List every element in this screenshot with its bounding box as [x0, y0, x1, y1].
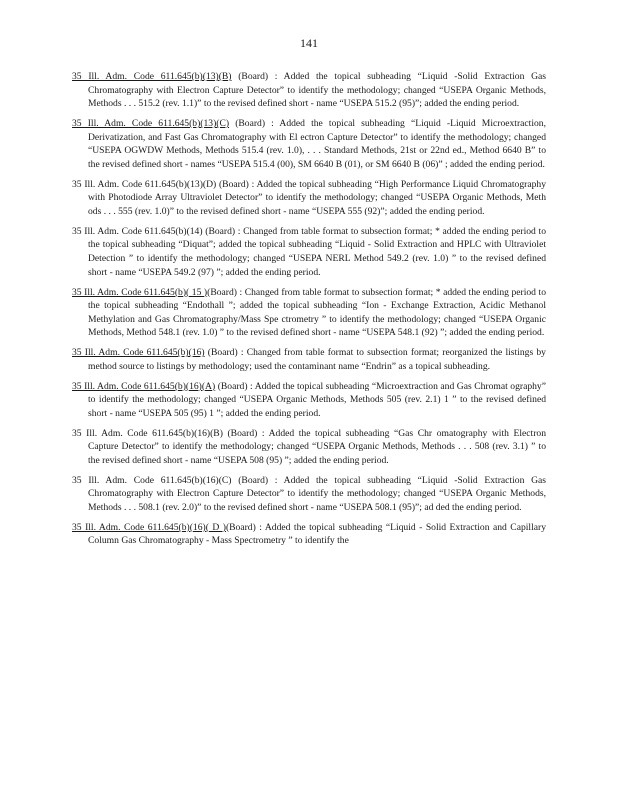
list-item	[72, 117, 546, 171]
citation: 35 Ill. Adm. Code 611.645(b)(16)(B)	[72, 427, 223, 439]
citation: 35 Ill. Adm. Code 611.645(b)(16)	[72, 347, 205, 359]
list-item	[72, 474, 546, 515]
entry-text: (Board) : Added the topical subheading “Liquid - Solid Extraction and Capillary Column Gas Chromatography - Mass Spectrometry ” to identify the	[88, 521, 546, 547]
citation: 35 Ill. Adm. Code 611.645(b)(13)(C)	[72, 118, 230, 130]
entry-text: (Board) : Changed from table format to subsection format; reorganized the listings by method source to listings by methodology; used the contaminant name “Endrin” as a topical subheading.	[88, 347, 546, 372]
citation: 35 Ill. Adm. Code 611.645(b)(16)( D )	[72, 521, 226, 533]
list-item	[72, 178, 546, 219]
list-item	[72, 380, 546, 421]
list-item	[72, 225, 546, 279]
entries-list	[72, 70, 546, 554]
citation: 35 Ill. Adm. Code 611.645(b)(16)(C)	[72, 474, 232, 486]
citation: 35 Ill. Adm. Code 611.645(b)(13)(D)	[72, 178, 217, 190]
page-number: 141	[300, 36, 318, 50]
entry-text: (Board) : Changed from table format to subsection format; * added the ending period to the topical subheading “Endothall ”; added the topical subheading “Ion - Exchange Extraction, Acidic Methanol Methylation and Gas Chromatography/Mass Spe ctrometry ” to identify the methodology; changed “USEPA Organic Methods, Method 548.1 (rev. 1.0) ” to the revised defined short - name “USEPA 548.1 (92) ”; added the ending period.	[88, 286, 546, 339]
entry-text: (Board) : Added the topical subheading “Liquid -Solid Extraction Gas Chromatography with Electron Capture Detector” to identify the methodology; changed “USEPA Organic Methods, Methods . . . 508.1 (rev. 2.0)” to the revised defined short - name “USEPA 508.1 (95)”; ad ded the ending period.	[88, 474, 547, 513]
entry-text: (Board) : Added the topical subheading “Liquid -Liquid Microextraction, Derivatization, and Fast Gas Chromatography with El ectron Capture Detector” to identify the methodology; changed “USEPA OGWDW Methods, Methods 515.4 (rev. 1.0), . . . Standard Methods, 21st or 22nd ed., Method 6640 B” to the revised defined short - names “USEPA 515.4 (00), SM 6640 B (01), or SM 6640 B (06)” ; added the ending period.	[88, 118, 546, 170]
entry-text: (Board) : Added the topical subheading “Liquid -Solid Extraction Gas Chromatography with Electron Capture Detector” to identify the methodology; changed “USEPA Organic Methods, Methods . . . 515.2 (rev. 1.1)” to the revised defined short - name “USEPA 515.2 (95)”; added the ending period.	[88, 71, 547, 110]
list-item	[72, 70, 546, 111]
list-item	[72, 521, 546, 548]
entry-text: (Board) : Added the topical subheading “Gas Chr omatography with Electron Capture Detector” to identify the methodology; changed “USEPA Organic Methods, Methods . . . 508 (rev. 3.1) ” to the revised defined short - name “USEPA 508 (95) ”; added the ending period.	[88, 427, 547, 466]
entry-text: (Board) : Changed from table format to subsection format; * added the ending period to the topical subheading “Diquat”; added the topical subheading “Liquid - Solid Extraction and HPLC with Ultraviolet Detection ” to identify the methodology; changed “USEPA NERL Method 549.2 (rev. 1.0) ” to the revised defined short - name “USEPA 549.2 (97) ”; added the ending period.	[88, 225, 546, 278]
citation: 35 Ill. Adm. Code 611.645(b)( 15 )	[72, 286, 208, 298]
entry-text: (Board) : Added the topical subheading “Microextraction and Gas Chromat ography” to identify the methodology; changed “USEPA Organic Methods, Methods 505 (rev. 2.1) 1 ” to the revised defined short - name “USEPA 505 (95) 1 ”; added the ending period.	[88, 380, 546, 419]
citation: 35 Ill. Adm. Code 611.645(b)(16)(A)	[72, 380, 216, 392]
citation: 35 Ill. Adm. Code 611.645(b)(13)(B)	[72, 71, 232, 82]
list-item	[72, 286, 546, 340]
citation: 35 Ill. Adm. Code 611.645(b)(14)	[72, 225, 203, 237]
list-item	[72, 346, 546, 373]
entry-text: (Board) : Added the topical subheading “High Performance Liquid Chromatography with Photodiode Array Ultraviolet Detector” to identify the methodology; changed “USEPA Organic Methods, Meth ods . . . 555 (rev. 1.0)” to the revised defined short - name “USEPA 555 (92)”; added the ending period.	[88, 178, 546, 217]
list-item	[72, 427, 546, 468]
